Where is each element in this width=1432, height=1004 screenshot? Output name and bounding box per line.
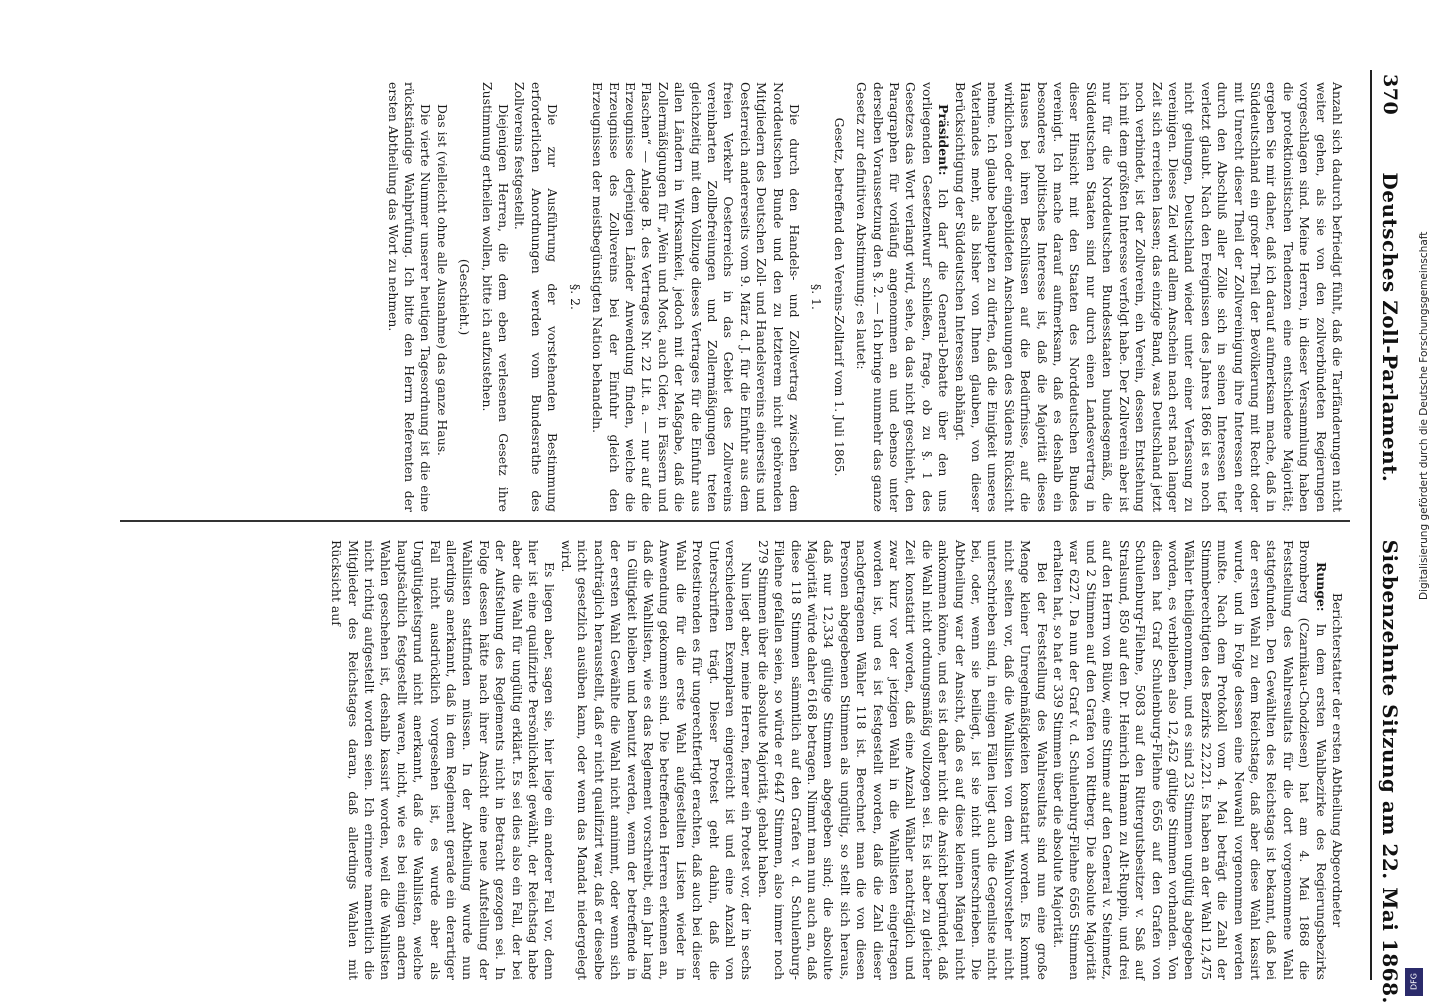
speaker-intro bbox=[1329, 540, 1345, 980]
closing-paragraph-1: Diejenigen Herren, die dem eben verlesenen Gesetz ihre Zustimmung ertheilen wollen, bitte ich aufzustehen. bbox=[479, 82, 512, 512]
stage-direction: (Geschieht.) bbox=[457, 258, 473, 336]
dfg-logo-text: DFG bbox=[1409, 973, 1419, 991]
dfg-logo bbox=[1405, 968, 1423, 996]
text-column-2 bbox=[135, 540, 1345, 980]
paragraph: Es liegen aber, sagen sie, hier liege ein anderer Fall vor, denn hier ist eine qualifizirte Persönlichkeit gewählt, der Reichstag habe aber die Wahl für ungültig erklärt. Es sei dies also ein Fall, der bei der Aufstellung des Reglements nicht in Betracht gezogen sei. In Folge dessen hätte nach ihrer Ansicht eine neue Aufstellung der Wahllisten stattfinden müssen. In der Abtheilung wurde nun allerdings anerkannt, daß in dem Reglement gerade ein derartiger Fall nicht ausdrücklich vorgesehen ist, es wurde aber als Ungültigkeitsgrund nicht anerkannt, daß die Wahllisten, welche hauptsächlich festgestellt waren, nicht, wie es bei einigen andern Wahlen geschehen ist, deshalb kassirt worden, weil die Wahllisten nicht richtig aufgestellt worden seien. Ich erinnere namentlich die Mitglieder des Reichstages daran, daß allerdings Wahlen mit Rücksicht auf bbox=[329, 540, 558, 980]
page-number: 370 bbox=[1379, 74, 1401, 116]
speaker-name: Runge: bbox=[1313, 562, 1329, 612]
digitization-note: Digitalisierung gefördert durch die Deutsche Forschungsgemeinschaft bbox=[1418, 231, 1430, 600]
section-2-text: Die zur Ausführung der vorstehenden Bestimmung erforderlichen Anordnungen werden vom Bundesrathe des Zollvereins festgestellt. bbox=[512, 82, 561, 512]
paragraph: Anzahl sich dadurch befriedigt fühlt, daß die Tarifänderungen nicht weiter gehen, als sie von den zollverbündeten Regierungen vorgeschlagen sind. Meine Herren, in dieser Versammlung haben die protektionistischen Tendenzen eine entschiedene Majorität; ergeben Sie mir daher, daß ich darauf aufmerksam mache, daß in Süddeutschland ein großer Theil der Bevölkerung mit Recht oder mit Unrecht dieser Theil der Zollvereinigung ihre Interessen eher durch den Abschluß aller Zölle sich in seinen Interessen tief verletzt glaubt. Nach den Ereignissen des Jahres 1866 ist es noch nicht gelungen, Deutschland wieder unter einer Verfassung zu vereinigen. Dieses Ziel wird allem Anschein nach erst nach langer Zeit sich erreichen lassen; das einzige Band, was Deutschland jetzt noch verbindet, ist der Zollverein, ein Verein, dessen Entstehung ich mit dem größten Interesse verfolgt habe. Der Zollverein aber ist nur für die Norddeutschen Bundesstaaten bundesgemäß, die Süddeutschen Staaten sind nur durch einen Landesvertrag in dieser Hinsicht mit den Staaten des Norddeutschen Bundes vereinigt. Ich mache darauf aufmerksam, daß es deshalb ein besonderes politisches Interesse ist, daß die Majorität dieses Hauses bei ihren Beschlüssen auf die Bedürfnisse, auf die wirklichen oder eingebildeten Anschauungen des Südens Rücksicht nehme. Ich glaube behaupten zu dürfen, daß die Einigkeit unseres Vaterlandes mehr, als bisher von Ihnen glauben, von dieser Berücksichtigung der Süddeutschen Interessen abhängt. bbox=[952, 82, 1345, 512]
president-text: Ich darf die General-Debatte über den uns vorliegenden Gesetzentwurf schließen, frage, ob zu §. 1 des Gesetzes das Wort verlangt wird, sehe, da das nicht geschieht, den Paragraphen für vorläufig angenommen an und ebenso unter derselben Voraussetzung den §. 2. — Ich bringe nunmehr das ganze Gesetz zur definitiven Abstimmung; es lautet: bbox=[854, 82, 952, 512]
closing-paragraph-2: Das ist (vielleicht ohne alle Ausnahme) das ganze Haus. bbox=[434, 104, 450, 456]
header-rule bbox=[1370, 70, 1372, 980]
header-session: Siebenzehnte Sitzung am 22. Mai 1868. bbox=[1378, 539, 1402, 1004]
speaker-label: Präsident: bbox=[936, 104, 952, 176]
page-header bbox=[1370, 74, 1410, 1004]
section-1-label: §. 1. bbox=[809, 284, 825, 310]
president-paragraph bbox=[853, 82, 951, 512]
text-column-1 bbox=[135, 82, 1345, 512]
law-title: Gesetz, betreffend den Vereins-Zolltarif vom 1. Juli 1865. bbox=[831, 117, 847, 477]
column-divider bbox=[120, 520, 1350, 522]
speaker-line: Berichterstatter der ersten Abtheilung Abgeordneter bbox=[1330, 592, 1345, 928]
runge-paragraph bbox=[1050, 540, 1329, 980]
paragraph: Bei der Feststellung des Wahlresultats sind nun eine große Menge kleiner Unregelmäßigkeiten konstatirt worden. Es kommt nicht selten vor, daß die Wahllisten von dem Wahlvorsteher nicht unterschrieben sind, in einigen Fällen liegt auch die Gegenliste nicht bei, oder, wenn sie beiliegt, ist sie nicht unterschrieben. Die Abtheilung war der Ansicht, daß es auf diese kleinen Mängel nicht ankommen könne, und es ist daher nicht die Ansicht begründet, daß die Wahl nicht ordnungsmäßig vollzogen sei. Es ist aber zu gleicher Zeit konstatirt worden, daß eine Anzahl Wähler nachträglich und zwar kurz vor der jetzigen Wahl in die Wahllisten eingetragen worden ist, und es ist festgestellt worden, daß die Zahl dieser nachgetragenen Wähler 118 ist. Berechnet man die von diesen Personen abgegebenen Stimmen als ungültig, so stellt sich heraus, daß nur 12,334 gültige Stimmen abgegeben sind; die absolute Majorität würde daher 6168 betragen. Nimmt man nun auch an, daß diese 118 Stimmen sämmtlich auf den Grafen v. d. Schulenburg-Filehne gefallen seien, so würde er 6447 Stimmen, also immer noch 279 Stimmen über die absolute Majorität, gehabt haben. bbox=[755, 540, 1050, 980]
section-2-label: §. 2. bbox=[567, 284, 583, 310]
header-title: Deutsches Zoll-Parlament. bbox=[1378, 172, 1402, 483]
paragraph: Nun liegt aber, meine Herren, ferner ein Protest vor, der in sechs verschiedenen Exemplaren eingereicht ist und eine Anzahl von Unterschriften trägt. Dieser Protest geht dahin, daß die Protestirenden es für ungerechtfertigt erachten, daß auch bei dieser Wahl die für die erste Wahl aufgestellten Listen wieder in Anwendung gekommen sind. Die betreffenden Herren erkennen an, daß die Wahllisten, wie es das Reglement vorschreibt, ein Jahr lang in Gültigkeit bleiben und benutzt werden, wenn der betreffende in der ersten Wahl Gewählte die Wahl nicht annimmt, oder wenn sich nachträglich herausstellt, daß er nicht qualifizirt war, daß er dieselbe nicht gesetzlich ausüben kann, oder wenn das Mandat niedergelegt wird. bbox=[558, 540, 755, 980]
paragraph: In dem ersten Wahlbezirke des Regierungsbezirks Bromberg (Czarnikau-Chodziesen) hat am 4. Mai 1868 die Feststellung des Wahlresultats für die dort vorgenommene Wahl stattgefunden. Den Gewählten des Reichstags ist bekannt, daß bei der ersten Wahl zu dem Reichstage, daß aber diese Wahl kassirt wurde, und in Folge dessen eine Neuwahl vorgenommen werden mußte. Nach dem Protokoll vom 4. Mai beträgt die Zahl der Stimmberechtigten des Bezirks 22,221. Es haben an der Wahl 12,475 Wähler theilgenommen, und es sind 23 Stimmen ungültig abgegeben worden, es verblieben also 12,452 gültige Stimmen vorhanden. Von diesen hat Graf Schulenburg-Filehne 6565 auf den Grafen von Schulenburg-Filehne, 5083 auf den Rittergutsbesitzer v. Saß auf Stralsund, 850 auf den Dr. Heinrich Hamann zu Alt-Ruppin, und drei auf den Herrn von Bülow, eine Stimme auf den General v. Steinmetz, und 2 Stimmen auf den Grafen von Rittberg. Die absolute Majorität war 6227. Da nun der Graf v. d. Schulenburg-Filehne 6565 Stimmen erhalten hat, so hat er 339 Stimmen über die absolute Majorität. bbox=[1051, 540, 1329, 980]
section-1-text: Die durch den Handels- und Zollvertrag zwischen dem Norddeutschen Bunde und den zu letzterem nicht gehörenden Mitgliedern des Deutschen Zoll- und Handelsvereins einerseits und Oesterreich andererseits vom 9. März d. J. für die Einfuhr aus dem freien Verkehr Oesterreichs in das Gebiet des Zollvereins vereinbarten Zollbefreiungen und Zollermäßigungen treten gleichzeitig mit dem Vollzuge dieses Vertrages für die Einfuhr aus allen Ländern in Wirksamkeit, jedoch mit der Maßgabe, daß die Zollermäßigungen für „Wein und Most, auch Cider, in Fässern und Flaschen“ — Anlage B. des Vertrages Nr. 22 Lit. a. — nur auf die Erzeugnisse derjenigen Länder Anwendung finden, welche die Erzeugnisse des Zollvereins bei der Einfuhr gleich den Erzeugnissen der meistbegünstigten Nation behandeln. bbox=[590, 82, 802, 512]
closing-paragraph-3: Die vierte Nummer unserer heutigen Tagesordnung ist die eine rückständige Wahlprüfung. Ich bitte den Herrn Referenten der ersten Abtheilung das Wort zu nehmen. bbox=[385, 82, 434, 512]
